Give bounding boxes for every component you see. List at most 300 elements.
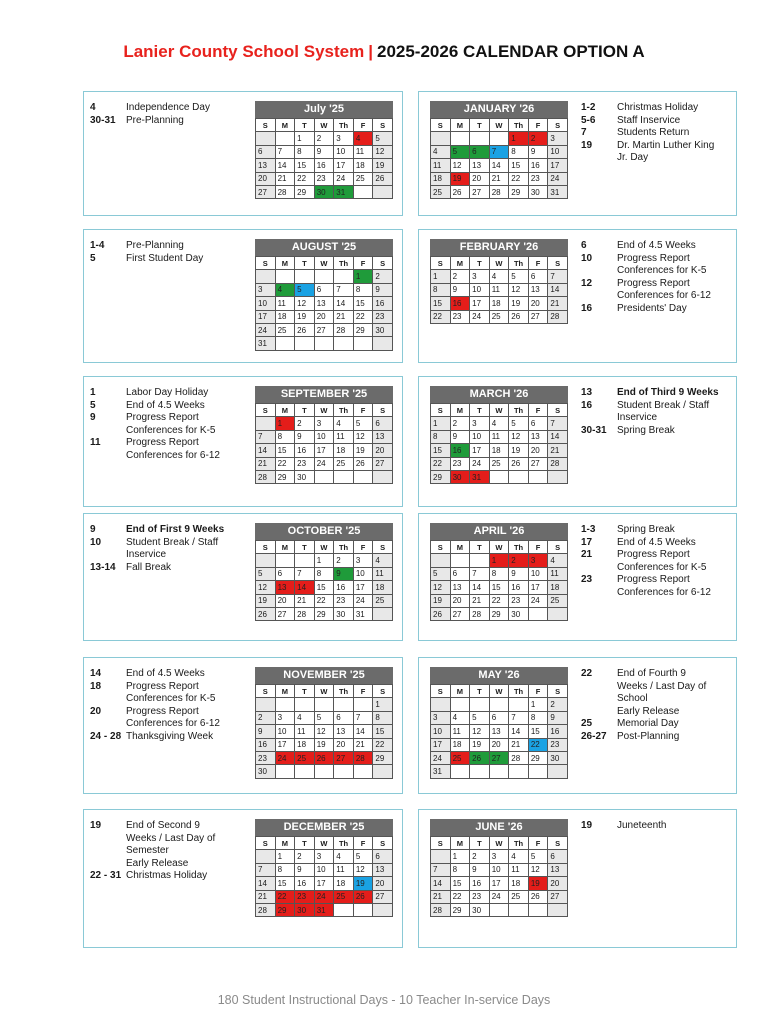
day-cell: 20 — [373, 877, 393, 890]
day-cell: 13 — [314, 297, 334, 310]
day-cell: 22 — [431, 310, 451, 323]
day-cell: 22 — [489, 594, 509, 607]
school-system-name: Lanier County School System — [123, 42, 365, 61]
day-cell: 30 — [509, 607, 529, 620]
event-description: Progress Report Conferences for 6-12 — [126, 705, 220, 730]
day-cell: 5 — [295, 283, 315, 296]
month-title: DECEMBER '25 — [255, 819, 393, 836]
day-cell: 16 — [450, 444, 470, 457]
month-box-right — [418, 229, 737, 363]
day-cell: 24 — [314, 890, 334, 903]
day-cell: 27 — [548, 890, 568, 903]
event-item — [581, 524, 733, 537]
event-date: 1-2 — [581, 102, 596, 113]
event-item — [581, 400, 733, 425]
empty-day-cell — [275, 554, 295, 567]
day-cell: 9 — [450, 430, 470, 443]
weekday-header: Th — [509, 541, 529, 554]
day-cell: 7 — [548, 417, 568, 430]
day-cell: 22 — [353, 310, 373, 323]
event-date: 18 — [90, 680, 102, 692]
month-box-left — [83, 229, 403, 363]
day-cell: 16 — [314, 159, 334, 172]
day-cell: 26 — [353, 890, 373, 903]
empty-day-cell — [450, 698, 470, 711]
day-cell: 24 — [431, 751, 451, 764]
day-cell: 31 — [256, 337, 276, 350]
weekday-header: T — [295, 257, 315, 270]
empty-day-cell — [256, 698, 276, 711]
event-item — [581, 387, 733, 400]
event-date: 21 — [581, 549, 593, 561]
day-cell: 10 — [275, 725, 295, 738]
event-list-left-5 — [90, 820, 252, 883]
day-cell: 29 — [373, 751, 393, 764]
weekday-header: W — [314, 541, 334, 554]
month-calendar-right-2 — [430, 386, 568, 484]
day-cell: 29 — [314, 607, 334, 620]
day-cell: 7 — [548, 270, 568, 283]
empty-day-cell — [373, 903, 393, 916]
event-date: 26-27 — [581, 730, 607, 742]
day-cell: 14 — [489, 159, 509, 172]
event-date: 10 — [581, 252, 593, 264]
day-cell: 20 — [314, 310, 334, 323]
weekday-header: W — [489, 541, 509, 554]
event-description: Progress Report Conferences for K-5 — [617, 252, 707, 277]
day-cell: 29 — [431, 470, 451, 483]
day-cell: 6 — [548, 850, 568, 863]
empty-day-cell — [373, 185, 393, 198]
day-cell: 27 — [256, 185, 276, 198]
day-cell: 27 — [528, 457, 548, 470]
event-list-left-0 — [90, 102, 252, 127]
empty-day-cell — [431, 850, 451, 863]
day-cell: 22 — [450, 890, 470, 903]
day-cell: 5 — [314, 711, 334, 724]
day-cell: 10 — [256, 297, 276, 310]
empty-day-cell — [256, 850, 276, 863]
day-cell: 3 — [528, 554, 548, 567]
day-cell: 27 — [275, 607, 295, 620]
day-cell: 13 — [450, 581, 470, 594]
day-cell: 3 — [489, 850, 509, 863]
weekday-header: S — [548, 404, 568, 417]
event-item — [90, 437, 252, 462]
empty-day-cell — [470, 132, 490, 145]
day-cell: 6 — [275, 567, 295, 580]
calendar-name: 2025-2026 CALENDAR OPTION A — [376, 42, 645, 61]
day-cell: 24 — [470, 310, 490, 323]
day-cell: 29 — [295, 185, 315, 198]
weekday-header: T — [295, 685, 315, 698]
day-cell: 2 — [334, 554, 354, 567]
weekday-header: F — [528, 541, 548, 554]
weekday-header: S — [373, 541, 393, 554]
day-cell: 1 — [450, 850, 470, 863]
month-grid — [255, 403, 393, 484]
day-cell: 25 — [489, 457, 509, 470]
weekday-header: F — [353, 541, 373, 554]
day-cell: 23 — [509, 594, 529, 607]
day-cell: 6 — [256, 145, 276, 158]
day-cell: 2 — [528, 132, 548, 145]
event-description: Staff Inservice — [617, 114, 681, 126]
day-cell: 4 — [431, 145, 451, 158]
event-item — [90, 524, 252, 537]
day-cell: 27 — [528, 310, 548, 323]
day-cell: 12 — [470, 725, 490, 738]
day-cell: 24 — [528, 594, 548, 607]
weekday-header: S — [431, 119, 451, 132]
day-cell: 6 — [450, 567, 470, 580]
empty-day-cell — [509, 903, 529, 916]
day-cell: 31 — [314, 903, 334, 916]
event-description: Student Break / Staff Inservice — [617, 399, 710, 424]
weekday-header: S — [373, 685, 393, 698]
month-title: July '25 — [255, 101, 393, 118]
weekday-header: F — [528, 404, 548, 417]
month-calendar-left-0 — [255, 101, 393, 199]
month-title: OCTOBER '25 — [255, 523, 393, 540]
day-cell: 4 — [548, 554, 568, 567]
empty-day-cell — [275, 270, 295, 283]
weekday-header: W — [489, 119, 509, 132]
event-description: Progress Report Conferences for K-5 — [126, 412, 216, 436]
event-description: Progress Report Conferences for 6-12 — [617, 574, 711, 598]
day-cell: 6 — [373, 417, 393, 430]
day-cell: 21 — [548, 297, 568, 310]
day-cell: 15 — [431, 444, 451, 457]
day-cell: 20 — [528, 297, 548, 310]
weekday-header: Th — [334, 541, 354, 554]
day-cell: 18 — [295, 738, 315, 751]
event-date: 7 — [581, 127, 587, 139]
day-cell: 2 — [509, 554, 529, 567]
weekday-header: T — [470, 119, 490, 132]
day-cell: 4 — [509, 850, 529, 863]
weekday-header: T — [470, 404, 490, 417]
event-list-left-1 — [90, 240, 252, 265]
weekday-header: S — [373, 257, 393, 270]
day-cell: 28 — [548, 457, 568, 470]
weekday-header: Th — [509, 119, 529, 132]
empty-day-cell — [489, 698, 509, 711]
day-cell: 28 — [353, 751, 373, 764]
day-cell: 5 — [431, 567, 451, 580]
empty-day-cell — [548, 903, 568, 916]
event-date: 22 - 31 — [90, 870, 122, 882]
weekday-header: S — [431, 404, 451, 417]
day-cell: 12 — [295, 297, 315, 310]
day-cell: 29 — [528, 751, 548, 764]
day-cell: 30 — [373, 323, 393, 336]
day-cell: 13 — [373, 430, 393, 443]
weekday-header: S — [548, 685, 568, 698]
day-cell: 19 — [509, 297, 529, 310]
day-cell: 18 — [489, 297, 509, 310]
event-date: 30-31 — [90, 114, 116, 126]
day-cell: 16 — [295, 444, 315, 457]
empty-day-cell — [470, 554, 490, 567]
day-cell: 21 — [256, 890, 276, 903]
day-cell: 29 — [489, 607, 509, 620]
event-item — [90, 731, 252, 744]
day-cell: 14 — [275, 159, 295, 172]
event-description: Students Return — [617, 127, 690, 139]
weekday-header: S — [431, 837, 451, 850]
empty-day-cell — [431, 554, 451, 567]
day-cell: 21 — [275, 172, 295, 185]
day-cell: 1 — [509, 132, 529, 145]
day-cell: 2 — [373, 270, 393, 283]
day-cell: 16 — [450, 297, 470, 310]
day-cell: 8 — [431, 283, 451, 296]
weekday-header: M — [275, 119, 295, 132]
month-calendar-right-1 — [430, 239, 568, 324]
month-grid — [255, 540, 393, 621]
day-cell: 13 — [548, 863, 568, 876]
day-cell: 11 — [489, 430, 509, 443]
footer-summary: 180 Student Instructional Days - 10 Teacher In-service Days — [217, 993, 551, 1007]
weekday-header: S — [373, 404, 393, 417]
event-date: 12 — [581, 277, 593, 289]
month-title: SEPTEMBER '25 — [255, 386, 393, 403]
event-description: End of Fourth 9 Weeks / Last Day of School Early Release — [617, 668, 707, 717]
day-cell: 8 — [295, 145, 315, 158]
empty-day-cell — [548, 607, 568, 620]
day-cell: 22 — [295, 172, 315, 185]
weekday-header: T — [470, 541, 490, 554]
weekday-header: S — [431, 257, 451, 270]
day-cell: 2 — [450, 417, 470, 430]
day-cell: 7 — [295, 567, 315, 580]
day-cell: 8 — [431, 430, 451, 443]
day-cell: 8 — [275, 430, 295, 443]
weekday-header: T — [295, 404, 315, 417]
day-cell: 16 — [373, 297, 393, 310]
day-cell: 15 — [489, 581, 509, 594]
day-cell: 21 — [470, 594, 490, 607]
month-box-right — [418, 376, 737, 507]
month-grid — [430, 256, 568, 324]
day-cell: 18 — [334, 877, 354, 890]
day-cell: 22 — [373, 738, 393, 751]
day-cell: 15 — [275, 444, 295, 457]
day-cell: 30 — [470, 903, 490, 916]
empty-day-cell — [334, 903, 354, 916]
empty-day-cell — [509, 765, 529, 778]
event-date: 30-31 — [581, 424, 607, 436]
weekday-header: M — [275, 257, 295, 270]
day-cell: 20 — [275, 594, 295, 607]
day-cell: 1 — [314, 554, 334, 567]
event-item — [581, 731, 733, 744]
day-cell: 23 — [256, 751, 276, 764]
event-item — [90, 387, 252, 400]
day-cell: 13 — [256, 159, 276, 172]
weekday-header: S — [431, 541, 451, 554]
weekday-header: S — [256, 541, 276, 554]
day-cell: 27 — [470, 185, 490, 198]
day-cell: 2 — [295, 850, 315, 863]
day-cell: 12 — [256, 581, 276, 594]
day-cell: 8 — [450, 863, 470, 876]
day-cell: 19 — [295, 310, 315, 323]
day-cell: 22 — [314, 594, 334, 607]
empty-day-cell — [256, 270, 276, 283]
weekday-header: F — [353, 404, 373, 417]
weekday-header: W — [314, 257, 334, 270]
event-date: 9 — [90, 412, 96, 424]
day-cell: 9 — [450, 283, 470, 296]
day-cell: 12 — [509, 430, 529, 443]
month-grid — [430, 684, 568, 779]
empty-day-cell — [334, 270, 354, 283]
empty-day-cell — [528, 765, 548, 778]
weekday-header: S — [256, 119, 276, 132]
weekday-header: S — [548, 837, 568, 850]
event-description: Progress Report Conferences for K-5 — [126, 680, 216, 705]
weekday-header: W — [314, 119, 334, 132]
day-cell: 9 — [334, 567, 354, 580]
day-cell: 18 — [373, 581, 393, 594]
day-cell: 23 — [295, 890, 315, 903]
day-cell: 31 — [334, 185, 354, 198]
event-date: 6 — [581, 240, 587, 251]
month-calendar-right-3 — [430, 523, 568, 621]
day-cell: 31 — [470, 470, 490, 483]
day-cell: 18 — [548, 581, 568, 594]
empty-day-cell — [509, 470, 529, 483]
event-item — [90, 870, 252, 883]
day-cell: 4 — [275, 283, 295, 296]
event-date: 19 — [581, 139, 593, 151]
day-cell: 3 — [256, 283, 276, 296]
month-grid — [255, 118, 393, 199]
event-description: Thanksgiving Week — [126, 730, 214, 742]
day-cell: 23 — [450, 457, 470, 470]
event-date: 19 — [90, 820, 102, 831]
day-cell: 6 — [528, 417, 548, 430]
day-cell: 4 — [373, 554, 393, 567]
day-cell: 19 — [314, 738, 334, 751]
day-cell: 23 — [548, 738, 568, 751]
day-cell: 30 — [548, 751, 568, 764]
day-cell: 23 — [450, 310, 470, 323]
day-cell: 11 — [373, 567, 393, 580]
month-calendar-left-5 — [255, 819, 393, 917]
event-date: 17 — [581, 536, 593, 548]
empty-day-cell — [373, 607, 393, 620]
month-box-right — [418, 91, 737, 216]
event-date: 16 — [581, 399, 593, 411]
day-cell: 28 — [489, 185, 509, 198]
weekday-header: W — [314, 837, 334, 850]
weekday-header: M — [450, 837, 470, 850]
day-cell: 24 — [548, 172, 568, 185]
month-box-right — [418, 809, 737, 948]
day-cell: 17 — [470, 444, 490, 457]
month-title: JANUARY '26 — [430, 101, 568, 118]
day-cell: 7 — [256, 863, 276, 876]
day-cell: 11 — [353, 145, 373, 158]
day-cell: 28 — [509, 751, 529, 764]
event-description: Presidents' Day — [617, 302, 687, 314]
day-cell: 1 — [489, 554, 509, 567]
day-cell: 7 — [275, 145, 295, 158]
event-description: Fall Break — [126, 561, 172, 573]
day-cell: 19 — [353, 877, 373, 890]
month-box-left — [83, 513, 403, 641]
day-cell: 3 — [548, 132, 568, 145]
empty-day-cell — [295, 765, 315, 778]
day-cell: 30 — [295, 470, 315, 483]
event-description: Spring Break — [617, 424, 675, 436]
day-cell: 21 — [295, 594, 315, 607]
day-cell: 1 — [431, 270, 451, 283]
weekday-header: W — [489, 685, 509, 698]
weekday-header: F — [353, 119, 373, 132]
event-date: 14 — [90, 668, 102, 679]
day-cell: 9 — [256, 725, 276, 738]
day-cell: 19 — [528, 877, 548, 890]
weekday-header: M — [450, 685, 470, 698]
day-cell: 20 — [528, 444, 548, 457]
weekday-header: Th — [334, 404, 354, 417]
day-cell: 10 — [470, 283, 490, 296]
day-cell: 9 — [373, 283, 393, 296]
weekday-header: T — [470, 257, 490, 270]
day-cell: 14 — [295, 581, 315, 594]
event-list-right-3 — [581, 524, 733, 600]
weekday-header: Th — [509, 837, 529, 850]
day-cell: 1 — [373, 698, 393, 711]
day-cell: 20 — [470, 172, 490, 185]
day-cell: 25 — [334, 890, 354, 903]
empty-day-cell — [353, 765, 373, 778]
event-description: End of Second 9 Weeks / Last Day of Semester Early Release — [126, 820, 216, 869]
day-cell: 21 — [548, 444, 568, 457]
event-item — [581, 425, 733, 438]
day-cell: 1 — [275, 417, 295, 430]
day-cell: 9 — [470, 863, 490, 876]
empty-day-cell — [334, 698, 354, 711]
month-box-left — [83, 809, 403, 948]
empty-day-cell — [275, 698, 295, 711]
day-cell: 19 — [353, 444, 373, 457]
day-cell: 2 — [314, 132, 334, 145]
day-cell: 16 — [528, 159, 548, 172]
day-cell: 4 — [353, 132, 373, 145]
day-cell: 24 — [314, 457, 334, 470]
day-cell: 24 — [470, 457, 490, 470]
day-cell: 17 — [353, 581, 373, 594]
event-item — [90, 240, 252, 253]
day-cell: 12 — [509, 283, 529, 296]
day-cell: 10 — [314, 430, 334, 443]
event-date: 1-4 — [90, 240, 105, 251]
weekday-header: S — [548, 119, 568, 132]
month-box-right — [418, 657, 737, 794]
event-description: Spring Break — [617, 524, 675, 535]
day-cell: 11 — [334, 863, 354, 876]
empty-day-cell — [295, 270, 315, 283]
weekday-header: W — [489, 404, 509, 417]
day-cell: 6 — [470, 145, 490, 158]
day-cell: 28 — [431, 903, 451, 916]
day-cell: 3 — [275, 711, 295, 724]
